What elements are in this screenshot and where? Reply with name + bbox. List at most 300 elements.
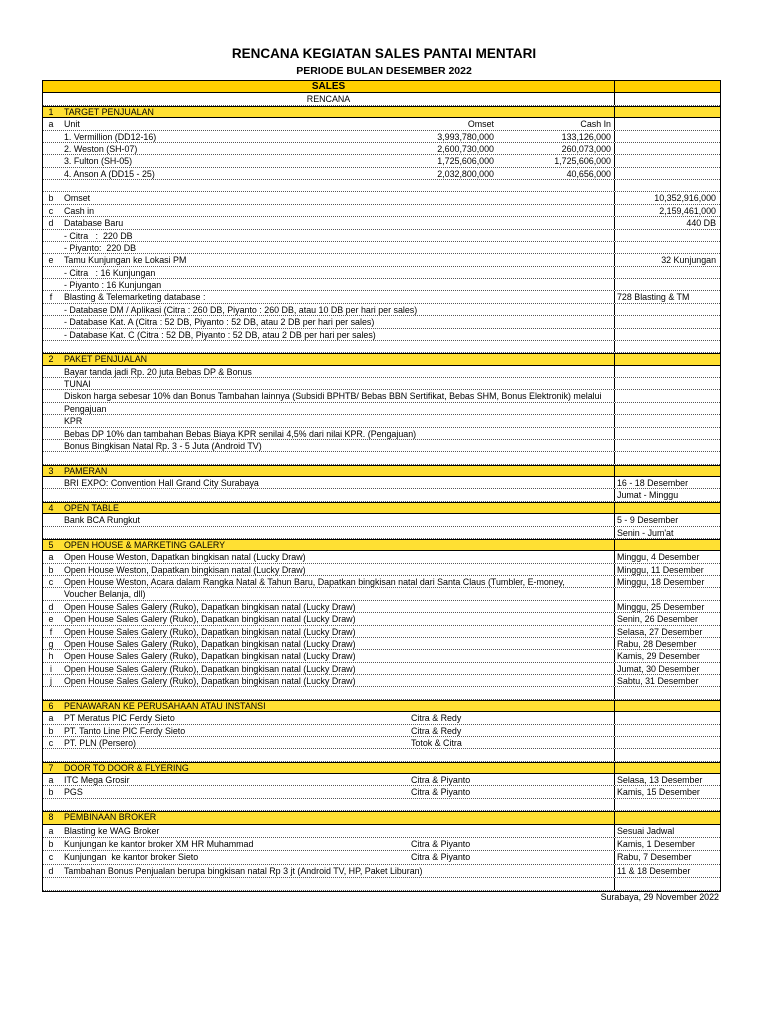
table-row [43,217,720,229]
table-row [43,403,720,415]
row-description: Kunjungan ke kantor broker Sieto [64,852,199,863]
row-cash-in-value: 1,725,606,000 [554,156,611,167]
section-header-right-cell [614,539,720,550]
row-right-cell [614,316,720,327]
row-omset-value: 2,032,800,000 [437,168,494,179]
row-right-cell [614,390,720,401]
section-number: 7 [48,762,54,773]
row-cash-in-value: 40,656,000 [566,168,611,179]
row-target-or-schedule: 440 DB [686,218,716,229]
table-row [43,737,720,749]
row-cash-in-value: 260,073,000 [561,143,611,154]
row-description: Database Baru [64,218,124,229]
row-left-cell [43,514,614,525]
row-left-cell [43,774,614,785]
row-left-cell [43,366,614,377]
row-target-or-schedule: 11 & 18 Desember [617,865,691,876]
section-header-cell [43,502,614,513]
row-right-cell [614,230,720,241]
row-target-or-schedule: Minggu, 18 Desember [617,577,705,587]
section-title: DOOR TO DOOR & FLYERING [64,762,189,773]
row-left-cell [43,291,614,302]
section-title: PEMBINAAN BROKER [64,812,157,823]
row-right-cell [614,737,720,748]
section-number: 3 [48,465,54,476]
row-left-cell [43,390,614,401]
section-5 [43,539,720,700]
row-description: BRI EXPO: Convention Hall Grand City Surabaya [64,478,259,488]
row-description: Open House Sales Galery (Ruko), Dapatkan bingkisan natal (Lucky Draw) [64,676,356,686]
row-description: 1. Vermillion (DD12-16) [64,131,157,142]
row-letter: c [48,577,54,587]
blank-row [43,452,720,464]
row-right-cell [614,267,720,278]
row-letter: a [48,119,54,130]
row-description: PT. PLN (Persero) [64,737,137,748]
blank-row [43,749,720,761]
table-row [43,588,720,600]
row-description: KPR [64,416,83,427]
row-description: PT. Tanto Line PIC Ferdy Sieto [64,725,186,736]
row-right-cell [614,725,720,736]
row-left-cell [43,626,614,637]
row-right-cell [614,527,720,538]
row-omset-value: Omset [467,119,494,130]
row-left-cell [43,838,614,850]
row-target-or-schedule: Rabu, 28 Desember [617,638,697,649]
row-right-cell [614,675,720,686]
table-header-label: SALES [311,81,346,92]
row-right-cell [614,118,720,129]
row-left-cell [43,242,614,253]
row-letter: e [48,255,54,266]
row-target-or-schedule: Minggu, 25 Desember [617,601,705,612]
row-right-cell [614,601,720,612]
section-7 [43,762,720,812]
table-row [43,650,720,662]
table-header-right-cell [614,81,720,92]
row-description: - Citra : 220 DB [64,230,133,241]
row-pic-names: Citra & Piyanto [411,852,471,863]
row-right-cell [614,564,720,575]
table-row [43,440,720,452]
row-letter: b [48,564,54,575]
row-right-cell [614,799,720,810]
row-cash-in-value: Cash In [580,119,611,130]
table-row [43,291,720,303]
row-left-cell [43,192,614,203]
section-3 [43,465,720,502]
row-right-cell [614,341,720,352]
row-letter: b [48,838,54,849]
row-description: Omset [64,193,91,204]
row-target-or-schedule: Kamis, 29 Desember [617,651,700,662]
section-header-right-cell [614,700,720,711]
row-right-cell [614,242,720,253]
table-row [43,613,720,625]
blank-row [43,180,720,192]
row-target-or-schedule: Minggu, 11 Desember [617,564,704,575]
row-letter: i [50,663,52,674]
section-8 [43,811,720,891]
row-right-cell [614,613,720,624]
row-left-cell [43,428,614,439]
table-row [43,489,720,501]
row-pic-names: Citra & Piyanto [411,775,471,785]
section-header-right-cell [614,465,720,476]
table-row [43,254,720,266]
row-target-or-schedule: 10,352,916,000 [654,193,716,204]
row-left-cell [43,378,614,389]
row-description: PGS [64,787,83,798]
row-cash-in-value: 133,126,000 [561,131,611,142]
row-left-cell [43,230,614,241]
table-row [43,825,720,838]
row-right-cell [614,712,720,723]
table-row [43,576,720,588]
section-title: PAMERAN [64,465,108,476]
row-left-cell [43,316,614,327]
section-header-row [43,106,720,118]
row-left-cell [43,799,614,810]
table-row [43,428,720,440]
row-target-or-schedule: Jumat - Minggu [617,490,679,501]
table-row [43,477,720,489]
row-left-cell [43,601,614,612]
table-row [43,663,720,675]
row-right-cell [614,477,720,488]
row-right-cell [614,192,720,203]
row-left-cell [43,749,614,760]
row-right-cell [614,489,720,500]
row-left-cell [43,825,614,837]
table-row [43,564,720,576]
section-header-row [43,700,720,712]
row-omset-value: 3,993,780,000 [437,131,494,142]
row-left-cell [43,851,614,863]
row-left-cell [43,687,614,698]
row-left-cell [43,180,614,191]
row-right-cell [614,838,720,850]
row-description: TUNAI [64,379,91,389]
row-right-cell [614,865,720,877]
row-left-cell [43,403,614,414]
row-target-or-schedule: Jumat, 30 Desember [617,663,700,674]
row-pic-names: Citra & Redy [411,725,462,736]
row-letter: b [48,193,54,204]
row-letter: d [48,601,54,612]
row-left-cell [43,737,614,748]
section-header-right-cell [614,811,720,823]
row-right-cell [614,588,720,599]
row-letter: c [48,852,54,863]
table-row [43,712,720,724]
row-left-cell [43,650,614,661]
row-left-cell [43,663,614,674]
row-description: Open House Sales Galery (Ruko), Dapatkan bingkisan natal (Lucky Draw) [64,638,356,649]
row-right-cell [614,143,720,154]
row-letter: e [48,614,54,625]
row-left-cell [43,452,614,463]
row-description: Open House Weston, Dapatkan bingkisan natal (Lucky Draw) [64,564,306,575]
row-left-cell [43,613,614,624]
section-header-cell [43,539,614,550]
section-header-row [43,502,720,514]
row-letter: d [48,865,54,876]
row-target-or-schedule: Sesuai Jadwal [617,825,675,836]
table-row [43,675,720,687]
row-target-or-schedule: Senin - Jum'at [617,527,674,538]
row-right-cell [614,663,720,674]
row-left-cell [43,440,614,451]
row-left-cell [43,725,614,736]
section-number: 2 [48,354,54,365]
section-header-cell [43,465,614,476]
row-left-cell [43,329,614,340]
table-row [43,131,720,143]
row-left-cell [43,576,614,587]
section-6 [43,700,720,762]
table-subheader-right-cell [614,93,720,104]
table-row [43,774,720,786]
row-left-cell [43,254,614,265]
row-right-cell [614,217,720,228]
row-target-or-schedule: 728 Blasting & TM [617,292,690,303]
document-period-subtitle: PERIODE BULAN DESEMBER 2022 [296,65,472,77]
table-row [43,304,720,316]
row-right-cell [614,180,720,191]
section-header-right-cell [614,353,720,364]
row-left-cell [43,878,614,890]
blank-row [43,687,720,699]
row-right-cell [614,749,720,760]
table-row [43,267,720,279]
place-and-date: Surabaya, 29 November 2022 [600,892,719,902]
row-left-cell [43,638,614,649]
section-number: 4 [48,502,54,513]
row-description: - Database Kat. C (Citra : 52 DB, Piyanto : 52 DB, atau 2 DB per hari per sales) [64,329,376,340]
blank-row [43,341,720,353]
row-omset-value: 2,600,730,000 [437,143,494,154]
row-left-cell [43,527,614,538]
row-right-cell [614,254,720,265]
row-pic-names: Totok & Citra [411,737,462,748]
table-row [43,514,720,526]
table-row [43,316,720,328]
row-left-cell [43,415,614,426]
table-row [43,192,720,204]
row-description: - Database Kat. A (Citra : 52 DB, Piyanto : 52 DB, atau 2 DB per hari per sales) [64,317,375,328]
section-header-row [43,353,720,365]
section-4 [43,502,720,539]
row-left-cell [43,279,614,290]
row-right-cell [614,168,720,179]
section-1 [43,106,720,354]
row-left-cell [43,304,614,315]
row-description: Blasting & Telemarketing database : [64,292,206,303]
row-right-cell [614,304,720,315]
table-row [43,118,720,130]
table-row [43,279,720,291]
row-left-cell [43,489,614,500]
row-letter: c [48,737,54,748]
section-header-row [43,539,720,551]
table-row [43,725,720,737]
row-right-cell [614,576,720,587]
row-left-cell [43,217,614,228]
row-description: Pengajuan [64,403,107,414]
row-left-cell [43,588,614,599]
row-left-cell [43,564,614,575]
row-letter: g [48,638,54,649]
section-header-cell [43,700,614,711]
row-target-or-schedule: Minggu, 4 Desember [617,552,700,563]
row-description: Cash in [64,205,95,216]
table-row [43,865,720,878]
row-letter: b [48,787,54,798]
row-description: Unit [64,119,80,130]
row-right-cell [614,514,720,525]
table-row [43,230,720,242]
row-right-cell [614,626,720,637]
row-right-cell [614,440,720,451]
section-2 [43,353,720,464]
section-header-cell [43,762,614,773]
row-target-or-schedule: 32 Kunjungan [661,255,716,266]
table-header-row [43,81,720,93]
table-row [43,415,720,427]
row-description: Open House Weston, Dapatkan bingkisan natal (Lucky Draw) [64,552,306,563]
row-left-cell [43,131,614,142]
row-target-or-schedule: 5 - 9 Desember [617,515,679,526]
row-description: Open House Sales Galery (Ruko), Dapatkan bingkisan natal (Lucky Draw) [64,651,356,662]
document-title: RENCANA KEGIATAN SALES PANTAI MENTARI [231,46,537,61]
section-header-cell [43,811,614,823]
section-header-right-cell [614,762,720,773]
row-target-or-schedule: Kamis, 15 Desember [617,787,700,798]
section-title: OPEN HOUSE & MARKETING GALERY [64,539,226,550]
row-description: Open House Sales Galery (Ruko), Dapatkan bingkisan natal (Lucky Draw) [64,614,356,625]
row-pic-names: Citra & Redy [411,713,462,724]
row-letter: f [49,292,53,303]
row-description: PT Meratus PIC Ferdy Sieto [64,713,175,724]
row-right-cell [614,378,720,389]
row-right-cell [614,329,720,340]
row-target-or-schedule: Sabtu, 31 Desember [617,676,699,686]
row-description: 4. Anson A (DD15 - 25) [64,168,155,179]
table-subheader-row [43,93,720,105]
row-right-cell [614,366,720,377]
row-description: Diskon harga sebesar 10% dan Bonus Tambahan lainnya (Subsidi BPHTB/ Bebas BBN Sertifikat, Bebas SHM, Bonus Elektronik) melalui [64,391,602,402]
section-number: 5 [48,539,54,550]
row-description: Open House Sales Galery (Ruko), Dapatkan bingkisan natal (Lucky Draw) [64,601,356,612]
row-right-cell [614,825,720,837]
table-row [43,329,720,341]
table-subheader-label: RENCANA [306,94,351,105]
section-title: PAKET PENJUALAN [64,354,148,365]
section-number: 1 [48,106,54,117]
table-row [43,378,720,390]
section-header-right-cell [614,502,720,513]
section-header-cell [43,106,614,117]
table-row [43,851,720,864]
row-left-cell [43,143,614,154]
row-right-cell [614,205,720,216]
row-letter: f [49,626,53,637]
section-title: OPEN TABLE [64,502,119,513]
row-letter: h [48,651,54,662]
row-omset-value: 1,725,606,000 [437,156,494,167]
row-right-cell [614,131,720,142]
row-left-cell [43,155,614,166]
row-letter: j [50,676,52,686]
row-description: - Database DM / Aplikasi (Citra : 260 DB, Piyanto : 260 DB, atau 10 DB per hari per sales) [64,304,418,315]
row-letter: a [48,825,54,836]
table-row [43,366,720,378]
row-right-cell [614,774,720,785]
row-left-cell [43,205,614,216]
row-letter: a [48,552,54,563]
row-left-cell [43,168,614,179]
row-target-or-schedule: Kamis, 1 Desember [617,838,695,849]
row-pic-names: Citra & Piyanto [411,838,471,849]
row-target-or-schedule: 16 - 18 Desember [617,478,689,488]
row-right-cell [614,650,720,661]
row-right-cell [614,428,720,439]
row-description: Bayar tanda jadi Rp. 20 juta Bebas DP & Bonus [64,366,252,377]
table-row [43,390,720,402]
row-description: Voucher Belanja, dll) [64,589,146,600]
section-number: 6 [48,700,54,711]
row-right-cell [614,291,720,302]
row-right-cell [614,687,720,698]
row-description: 3. Fulton (SH-05) [64,156,133,167]
table-row [43,155,720,167]
row-right-cell [614,786,720,797]
row-right-cell [614,279,720,290]
table-row [43,786,720,798]
row-left-cell [43,267,614,278]
table-row [43,143,720,155]
row-pic-names: Citra & Piyanto [411,787,471,798]
row-description: Tamu Kunjungan ke Lokasi PM [64,255,187,266]
sales-plan-table [42,80,721,892]
row-letter: a [48,775,54,785]
row-left-cell [43,786,614,797]
table-row [43,205,720,217]
blank-row [43,799,720,811]
row-description: Bank BCA Rungkut [64,515,140,526]
row-description: Open House Sales Galery (Ruko), Dapatkan bingkisan natal (Lucky Draw) [64,663,356,674]
section-header-row [43,465,720,477]
table-sections [43,106,720,892]
row-target-or-schedule: Selasa, 27 Desember [617,626,703,637]
row-letter: c [48,205,54,216]
row-letter: d [48,218,54,229]
row-description: Bonus Bingkisan Natal Rp. 3 - 5 Juta (Android TV) [64,440,262,451]
table-row [43,626,720,638]
row-right-cell [614,155,720,166]
row-right-cell [614,551,720,562]
row-right-cell [614,878,720,890]
row-right-cell [614,851,720,863]
table-row [43,638,720,650]
row-description: Blasting ke WAG Broker [64,825,160,836]
section-header-row [43,811,720,824]
row-left-cell [43,341,614,352]
row-left-cell [43,865,614,877]
row-left-cell [43,675,614,686]
